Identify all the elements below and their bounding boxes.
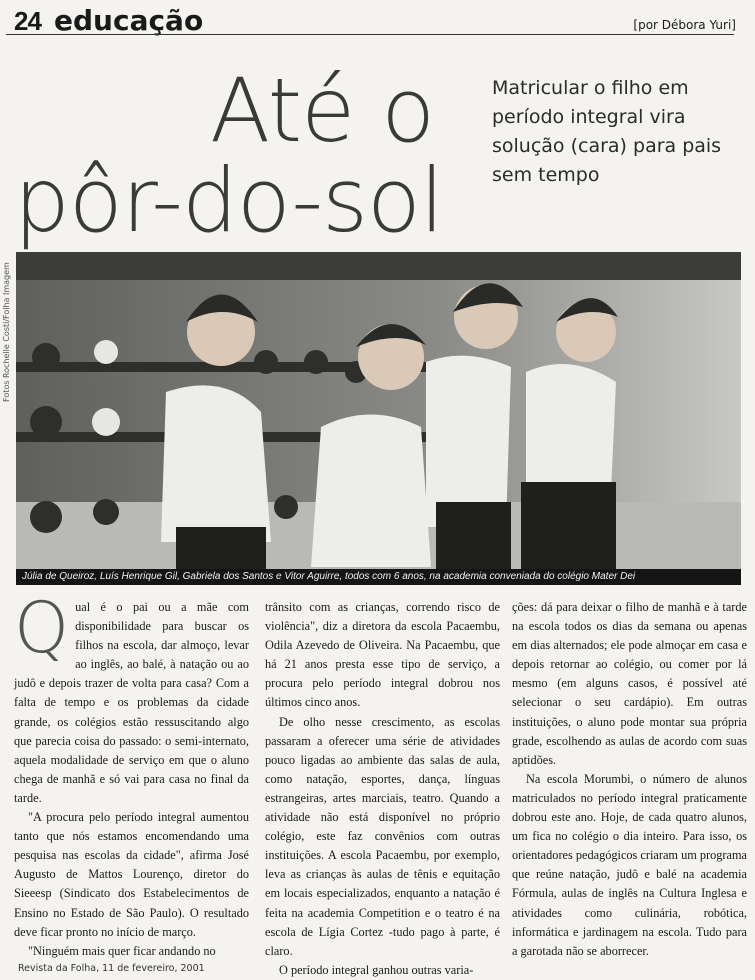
page-header — [6, 2, 746, 36]
headline-line-1: Até o — [210, 59, 435, 162]
page-number: 24 — [14, 6, 41, 36]
article-column-1 — [14, 587, 249, 961]
paragraph: "Ninguém mais quer ficar andando no — [28, 943, 216, 958]
paragraph: Na escola Morumbi, o número de alunos matriculados no período integral praticamente dobrou este ano. Hoje, de cada quatro alunos, um fica no colégio o dia inteiro. Para isso, os orientadores pedagógicos criaram um programa que reúne natação, judô e balé na academia Fórmula, aulas de inglês na Cultura Inglesa e atividades como culinária, robótica, informática e jardinagem na escola. Tudo para a garotada não se aborrecer. — [512, 771, 747, 958]
photo-caption: Júlia de Queiroz, Luís Henrique Gil, Gabriela dos Santos e Vitor Aguirre, todos com 6 anos, na academia conveniada do colégio Mater Dei — [16, 569, 741, 585]
paragraph: ções: dá para deixar o filho de manhã e à tarde na escola todos os dias da semana ou apenas em dias alternados; ele pode almoçar em casa e depois retornar ao colégio, ou comer por lá mesmo (em alguns casos, é possível até selecionar o seu cardápio). Em outras instituições, o aluno pode montar sua própria grade, escolhendo as aulas de acordo com suas aptidões. — [512, 600, 747, 767]
paragraph: O período integral ganhou outras varia- — [279, 962, 474, 977]
photo-credit: Fotos Rochelle Costi/Folha Imagem — [2, 262, 11, 402]
section-name: educação — [54, 4, 204, 37]
article-column-3 — [512, 598, 747, 961]
paragraph — [14, 587, 249, 808]
photo-illustration — [16, 252, 741, 569]
paragraph: "A procura pelo período integral aumentou tanto que nós estamos encomendando uma pesquisa nas escolas da cidade", afirma José Augusto de Mattos Lourenço, diretor do Sieeesp (Sindicato dos Estabelecimentos de Ensino no Estado de São Paulo). O resultado deve ficar pronto no início de março. — [14, 810, 249, 939]
deck-subtitle: Matricular o filho em período integral vira solução (cara) para pais sem tempo — [492, 77, 722, 186]
drop-cap: Q — [14, 587, 70, 669]
header-rule — [6, 34, 734, 35]
author-byline: [por Débora Yuri] — [633, 18, 736, 32]
headline — [14, 59, 484, 252]
page-footer: Revista da Folha, 11 de fevereiro, 2001 — [18, 963, 205, 974]
paragraph-text: ual é o pai ou a mãe com disponibilidade para buscar os filhos na escola, dar almoço, levar ao inglês, ao balé, à natação ou ao judô e depois trazer de volta para casa? Com a falta de tempo e os problemas da cidade grande, os colégios estão ressuscitando algo que parecia coisa do passado: o semi-internato, aquela modalidade de serviço em que o aluno chega de manhã e só vai para casa no final da tarde. — [14, 600, 249, 805]
headline-line-2: pôr-do-sol — [14, 149, 444, 252]
paragraph: trânsito com as crianças, correndo risco de violência", diz a diretora da escola Pacaembu, Odila Azevedo de Oliveira. Na Pacaembu, que há 21 anos presta esse tipo de serviço, a procura pelo período integral dobrou nos últimos cinco anos. — [265, 600, 500, 710]
paragraph: De olho nesse crescimento, as escolas passaram a oferecer uma série de atividades pouco ligadas ao ambiente das salas de aula, como natação, esportes, dança, línguas estrangeiras, artes marciais, teatro. Quando a atividade não está disponível no próprio colégio, este faz convênios com outras instituições. A escola Pacaembu, por exemplo, leva as crianças às aulas de tênis e equitação em locais especializados, enquanto a natação é feita na academia Competition e o teatro é na escola de Lígia Cortez -tudo pago à parte, é claro. — [265, 714, 500, 958]
article-photo — [16, 252, 741, 585]
article-column-2 — [265, 598, 500, 980]
